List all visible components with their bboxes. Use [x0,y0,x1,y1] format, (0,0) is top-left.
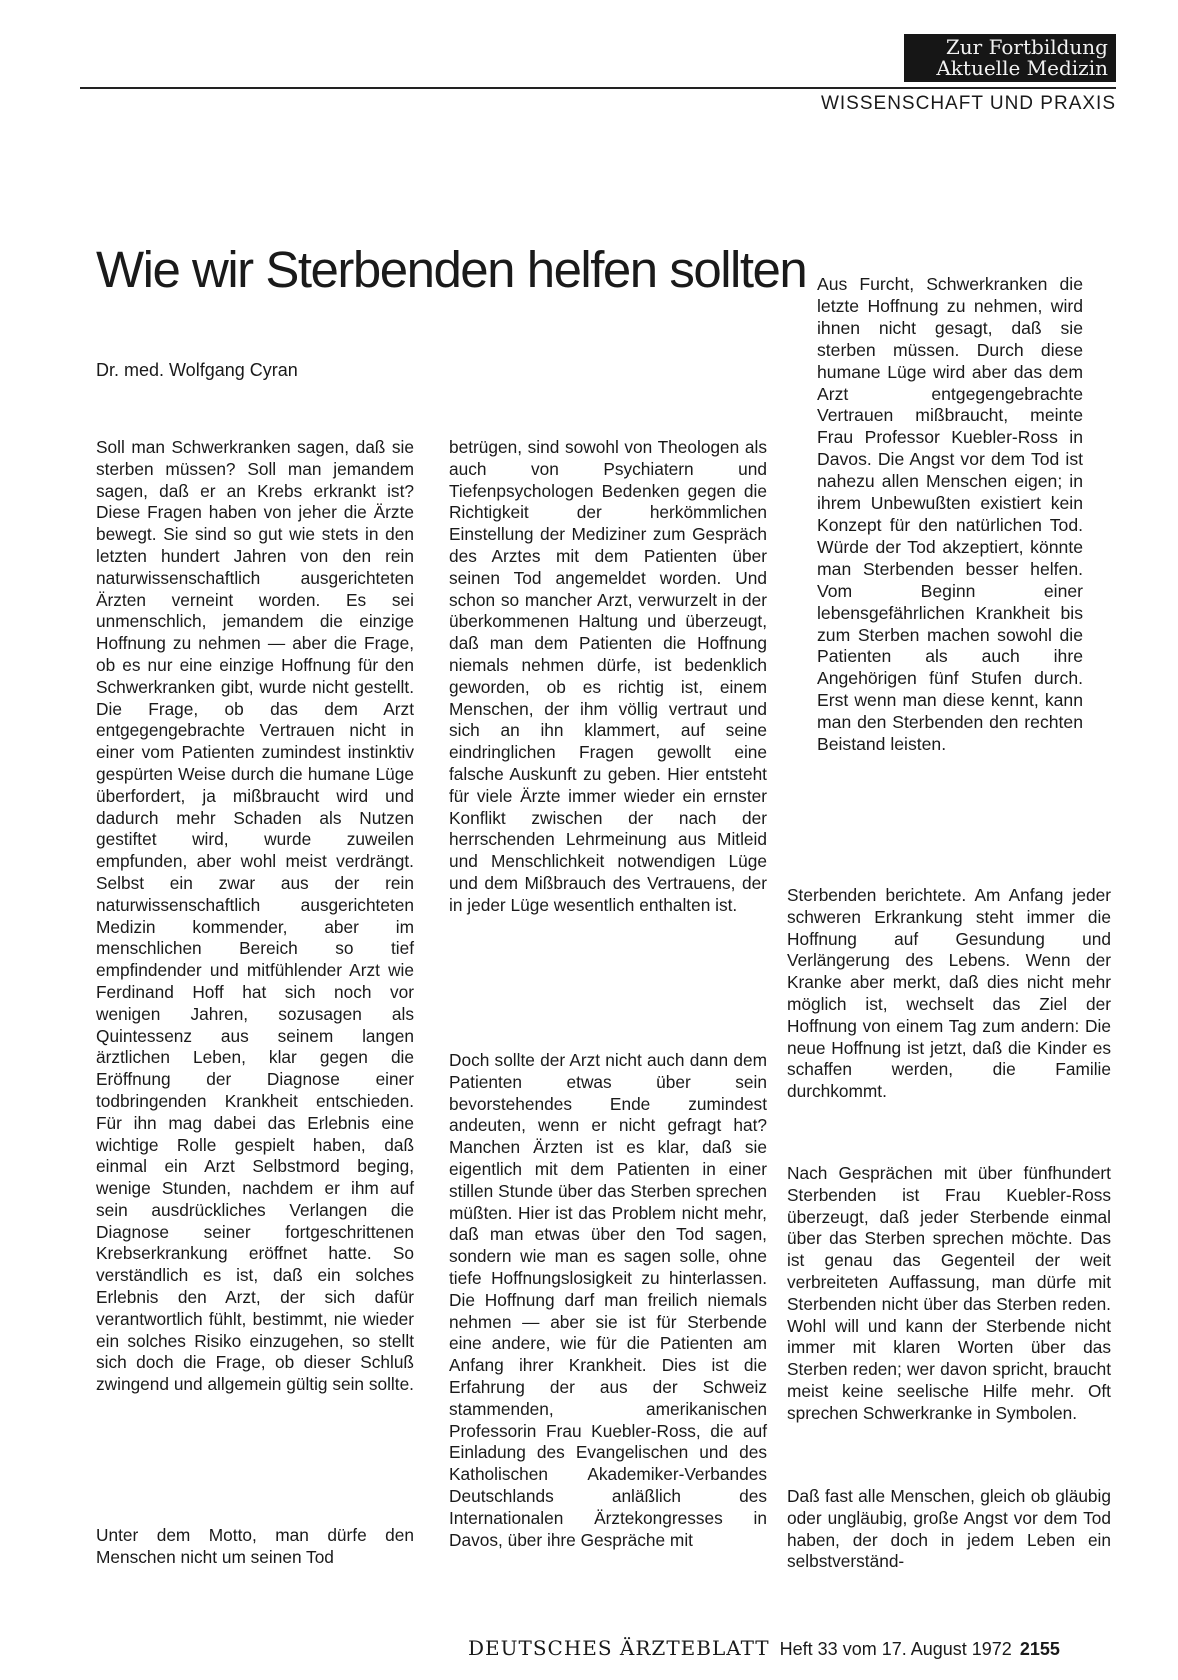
article-lead [817,274,1083,756]
page-number: 2155 [1019,1639,1060,1659]
column-2-continued [449,1050,767,1551]
issue-info: Heft 33 vom 17. August 1972 [779,1639,1012,1659]
column-2 [449,437,767,917]
article-author: Dr. med. Wolfgang Cyran [96,360,298,380]
body-paragraph: betrügen, sind sowohl von Theologen als auch von Psychiatern und Tiefenpsychologen Bedenken gegen die Richtigkeit der herkömmlichen Einstellung der Mediziner zum Gespräch des Arztes mit dem Patienten über seinen Tod angemeldet worden. Und schon so mancher Arzt, verwurzelt in der überkommenen Haltung und überzeugt, daß man dem Patienten die Hoffnung niemals nehmen dürfe, ist bedenklich geworden, ob es richtig ist, einem Menschen, der ihm völlig vertraut und sich an ihn klammert, auf seine eindringlichen Fragen gewollt eine falsche Auskunft zu geben. Hier entsteht für viele Ärzte immer wieder ein ernster Konflikt zwischen der nach der herrschenden Lehrmeinung aus Mitleid und Menschlichkeit notwendigen Lüge und dem Mißbrauch des Vertrauens, der in jeder Lüge wesentlich enthalten ist. [449,437,767,915]
body-paragraph: Soll man Schwerkranken sagen, daß sie sterben müssen? Soll man jemandem sagen, daß er an Krebs erkrankt ist? Diese Fragen haben von jeher die Ärzte bewegt. Sie sind so gut wie stets in den letzten hundert Jahren von den rein naturwissenschaftlich ausgerichteten Ärzten verneint worden. Es sei unmenschlich, jemandem die einzige Hoffnung zu nehmen — aber die Frage, ob es nur eine einzige Hoffnung für den Schwerkranken gibt, wurde nicht gestellt. Die Frage, ob das dem Arzt entgegengebrachte Vertrauen nicht in einer vom Patienten zumindest instinktiv gespürten Weise durch die humane Lüge überfordert, ja mißbraucht wird und dadurch mehr Schaden als Nutzen gestiftet wird, wurde zuweilen empfunden, aber wohl meist verdrängt. Selbst ein zwar aus der rein naturwissenschaftlich ausgerichteten Medizin kommender, aber im menschlichen Bereich so tief empfindender und mitfühlender Arzt wie Ferdinand Hoff hat sich noch vor wenigen Jahren, sozusagen als Quintessenz aus seinem langen ärztlichen Leben, klar gegen die Eröffnung der Diagnose einer todbringenden Krankheit entschieden. Für ihn mag dabei das Erlebnis eine wichtige Rolle gespielt haben, daß einmal ein Arzt Selbstmord beging, wenige Stunden, nachdem er ihm auf sein ausdrückliches Verlangen die Diagnose seiner fortgeschrittenen Krebserkrankung eröffnet hatte. So verständlich es ist, daß ein solches Erlebnis den Arzt, der sich dafür verantwortlich fühlt, bestimmt, nie wieder ein solches Risiko einzugehen, so stellt sich doch die Frage, ob dieser Schluß zwingend und allgemein gültig sein sollte. [96,437,414,1395]
column-1 [96,437,414,1396]
column-3 [787,885,1111,1103]
rubric-line-1: Zur Fortbildung [945,35,1108,59]
page-footer [468,1636,1060,1660]
article-title: Wie wir Sterbenden helfen sollten [96,241,807,298]
publication-name: DEUTSCHES ÄRZTEBLATT [468,1636,770,1660]
body-paragraph: Nach Gesprächen mit über fünfhundert Sterbenden ist Frau Kuebler-Ross überzeugt, daß jeder Sterbende einmal über das Sterben sprechen möchte. Das ist genau das Gegenteil der weit verbreiteten Auffassung, man dürfe mit Sterbenden nicht über das Sterben reden. Wohl will und kann der Sterbende nicht immer mit klaren Worten über das Sterben reden; wer davon spricht, braucht meist keine seelische Hilfe mehr. Oft sprechen Schwerkranke in Symbolen. [787,1163,1111,1423]
body-paragraph: Unter dem Motto, man dürfe den Menschen nicht um seinen Tod [96,1525,414,1567]
header-rule [80,87,1116,89]
rubric-line-2: Aktuelle Medizin [936,56,1108,80]
section-label: WISSENSCHAFT UND PRAXIS [820,93,1116,114]
column-1-continued [96,1525,414,1569]
body-paragraph: Doch sollte der Arzt nicht auch dann dem Patienten etwas über sein bevorstehendes Ende zumindest andeuten, wenn er nicht gefragt hat? Manchen Ärzten ist es klar, daß sie eigentlich mit dem Patienten in einer stillen Stunde über das Sterben sprechen müßten. Hier ist das Problem nicht mehr, daß man etwas über den Tod sagen, sondern wie man es sagen solle, ohne tiefe Hoffnungslosigkeit zu hinterlassen. Die Hoffnung darf man freilich niemals nehmen — aber sie ist für Sterbende eine andere, wie für die Patienten am Anfang ihrer Krankheit. Dies ist die Erfahrung der aus der Schweiz stammenden, amerikanischen Professorin Frau Kuebler-Ross, die auf Einladung des Evangelischen und des Katholischen Akademiker-Verbandes Deutschlands anläßlich des Internationalen Ärztekongresses in Davos, über ihre Gespräche mit [449,1050,767,1550]
column-3-end [787,1486,1111,1573]
body-paragraph: Daß fast alle Menschen, gleich ob gläubig oder ungläubig, große Angst vor dem Tod haben, der doch in jedem Leben ein selbstverständ- [787,1486,1111,1572]
body-paragraph: Sterbenden berichtete. Am Anfang jeder schweren Erkrankung steht immer die Hoffnung auf Gesundung und Verlängerung des Lebens. Wenn der Kranke aber merkt, daß dies nicht mehr möglich ist, wechselt das Ziel der Hoffnung von einem Tag zum andern: Die neue Hoffnung ist jetzt, daß die Kinder es schaffen werden, die Familie durchkommt. [787,885,1111,1102]
rubric-badge [904,34,1116,82]
lead-paragraph: Aus Furcht, Schwerkranken die letzte Hoffnung zu nehmen, wird ihnen nicht gesagt, daß sie sterben müssen. Durch diese humane Lüge wird aber das dem Arzt entgegengebrachte Vertrauen mißbraucht, meinte Frau Professor Kuebler-Ross in Davos. Die Angst vor dem Tod ist nahezu allen Menschen eigen; in ihrem Unbewußten existiert kein Konzept für den natürlichen Tod. Würde der Tod akzeptiert, könnte man Sterbenden besser helfen. Vom Beginn einer lebensgefährlichen Krankheit bis zum Sterben machen sowohl die Patienten als auch ihre Angehörigen fünf Stufen durch. Erst wenn man diese kennt, kann man den Sterbenden den rechten Beistand leisten. [817,274,1083,755]
column-3-continued [787,1163,1111,1425]
